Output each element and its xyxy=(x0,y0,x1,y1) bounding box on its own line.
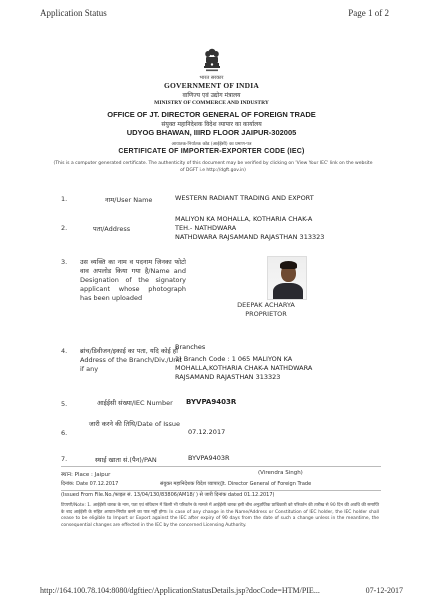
page-url: http://164.100.78.104:8080/dgftiec/ApplicationStatusDetails.jsp?docCode=HTM/PIE... xyxy=(40,586,320,595)
certificate-title: CERTIFICATE OF IMPORTER-EXPORTER CODE (IEC) xyxy=(118,148,305,155)
branch-label: ब्रांच/डिवीजन/इकाई का पता, यदि कोई हो Address of the Branch/Div./Unit if any xyxy=(80,347,182,373)
pan-label: स्थाई खाता सं.(पैन)/PAN xyxy=(95,456,157,464)
divider xyxy=(61,490,381,491)
signatory-label: उस व्यक्ति का नाम व पदनाम जिनका फोटो वाव अपलोड किया गया है/Name and Designation of the signatory applicant whose photograph has been uploaded xyxy=(80,258,186,302)
browser-title: Application Status xyxy=(40,8,107,18)
issued-from: (Issued From File.No./फाइल सं. 13/04/130/83806/AM18/ ) से जारी दिनांक dated 01.12.2017) xyxy=(61,492,275,498)
signatory-officer: (Virendra Singh) xyxy=(258,470,303,476)
signatory-photo xyxy=(267,256,307,300)
signatory-details xyxy=(196,301,336,319)
page-indicator: Page 1 of 2 xyxy=(348,8,389,18)
field-number: 4. xyxy=(61,347,68,355)
field-number: 3. xyxy=(61,258,68,266)
certificate-title-hindi: आयातक-निर्यातक कोड (आईईसी) का प्रमाण-पत्र xyxy=(171,142,252,147)
pan-value: BYVPA9403R xyxy=(188,454,230,462)
place-text: स्थान: Place : Jaipur xyxy=(61,472,111,478)
signatory-title: संयुक्त महानिदेशक विदेश व्यापार/Jt. Director General of Foreign Trade xyxy=(160,481,312,487)
office-hindi: संयुक्त महानिदेशक विदेश व्यापार का कार्यालय xyxy=(161,121,262,128)
iec-number-value: BYVPA9403R xyxy=(186,398,237,406)
office-address: UDYOG BHAWAN, IIIRD FLOOR JAIPUR-302005 xyxy=(126,128,297,137)
ministry-hindi: वाणिज्य एवं उद्योग मंत्रालय xyxy=(182,92,241,99)
authenticity-note: (This is a computer generated certificate. The authenticity of this document may be verified by clicking on 'View Your IEC' link on the website of DGFT i.e http://dgft.gov.in) xyxy=(53,161,373,173)
divider xyxy=(61,466,381,467)
office-title: OFFICE OF JT. DIRECTOR GENERAL OF FOREIGN TRADE xyxy=(107,110,316,119)
branch-line: RAJSAMAND RAJASTHAN 313323 xyxy=(175,373,281,381)
address-label: पता/Address xyxy=(93,225,131,233)
print-date: 07-12-2017 xyxy=(365,586,403,595)
field-number: 6. xyxy=(61,429,68,437)
field-number: 5. xyxy=(61,400,68,408)
user-name-value: WESTERN RADIANT TRADING AND EXPORT xyxy=(175,194,314,202)
date-text: दिनांक: Date 07.12.2017 xyxy=(61,481,119,487)
field-number: 1. xyxy=(61,195,68,203)
issue-date-value: 07.12.2017 xyxy=(188,428,226,436)
government-title: GOVERNMENT OF INDIA xyxy=(163,81,260,90)
ashoka-emblem-icon xyxy=(203,48,221,74)
address-value xyxy=(175,215,324,242)
signatory-designation: PROPRIETOR xyxy=(245,310,287,318)
user-name-label: नाम/User Name xyxy=(105,196,153,204)
branch-line: 1) Branch Code : 1 065 MALIYON KA xyxy=(175,355,293,363)
signatory-name: DEEPAK ACHARYA xyxy=(237,301,295,309)
iec-number-label: आईईसी संख्या/IEC Number xyxy=(97,399,173,407)
branch-address xyxy=(175,355,312,382)
issue-date-label: जारी करने की तिथि/Date of Issue xyxy=(88,420,180,428)
photo-body xyxy=(273,283,303,300)
field-number: 2. xyxy=(61,224,68,232)
address-line: NATHDWARA RAJSAMAND RAJASTHAN 313323 xyxy=(175,233,325,241)
branches-title: Branches xyxy=(175,343,206,351)
address-line: TEH.- NATHDWARA xyxy=(175,224,237,232)
branch-line: MOHALLA,KOTHARIA CHAK-A NATHDWARA xyxy=(175,364,313,372)
footnote: टिप्पणी/Note: 1. आईईसी धारक के नाम, पता एवं संविधान में किसी भी परिवर्तन के मामले में आईईसी धारक इसी बीच अनुज्ञप्तिक प्राधिकारी को परिवर्तन की तारीख से 90 दिन की अवधि की समाप्ति के बाद आईईसी के सहित आयात-निर्यात करने का पात्र नहीं होगा। In case of any change in the Name/Address or Constitution of IEC holder, the IEC holder shall cease to be eligible to Import or Export against the IEC after expiry of 90 days from the date of such a change unless in the meantime, the consequential changes are effected in the IEC by the concerned Licensing Authority. xyxy=(61,503,379,528)
field-number: 7. xyxy=(61,455,68,463)
address-line: MALIYON KA MOHALLA, KOTHARIA CHAK-A xyxy=(175,215,313,223)
ministry-title: MINISTRY OF COMMERCE AND INDUSTRY xyxy=(154,100,269,106)
bharat-sarkar: भारत सरकार xyxy=(199,75,224,81)
photo-hair xyxy=(280,261,297,269)
